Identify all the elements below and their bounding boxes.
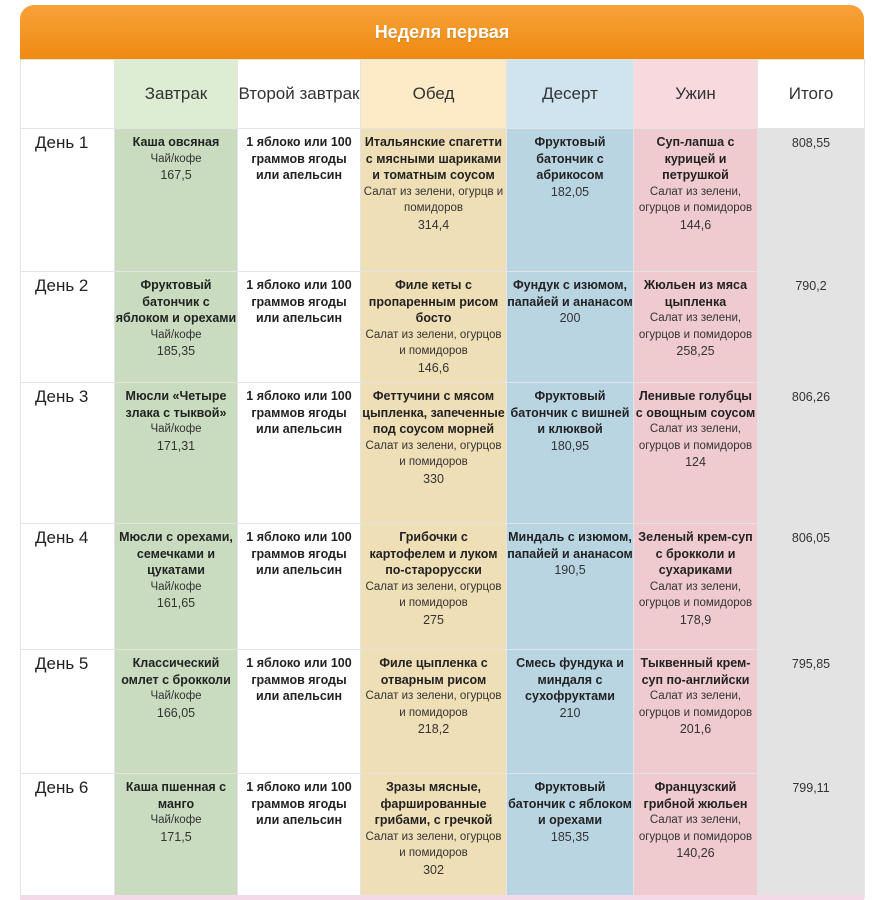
header-lunch: Обед <box>361 60 507 129</box>
dish-name: 1 яблоко или 100 граммов ягоды или апельсин <box>246 389 352 436</box>
side-note: Салат из зелени, огурцов и помидоров <box>365 830 502 859</box>
day-label: День 4 <box>21 524 115 650</box>
dinner-cell <box>634 383 758 524</box>
side-note: Чай/кофе <box>150 423 202 435</box>
breakfast-cell <box>115 774 238 898</box>
dish-name: Тыквенный крем-суп по-английски <box>640 656 751 687</box>
dish-name: 1 яблоко или 100 граммов ягоды или апельсин <box>246 530 352 577</box>
dish-name: Смесь фундука и миндаля с сухофруктами <box>516 656 624 703</box>
second-breakfast-cell <box>238 272 361 383</box>
dinner-cell <box>634 650 758 774</box>
table-row <box>21 272 865 383</box>
total-cell: 799,11 <box>758 774 865 898</box>
lunch-cell <box>361 129 507 272</box>
total-cell: 795,85 <box>758 650 865 774</box>
header-day <box>21 60 115 129</box>
second-breakfast-cell <box>238 774 361 898</box>
dish-name: Феттучини с мясом цыпленка, запеченные под соусом морней <box>362 389 505 436</box>
dinner-cell <box>634 272 758 383</box>
dessert-cell <box>507 524 634 650</box>
total-cell: 790,2 <box>758 272 865 383</box>
dish-name: Миндаль с изюмом, папайей и ананасом <box>507 530 633 561</box>
dish-name: Зеленый крем-суп с брокколи и сухариками <box>638 530 753 577</box>
table-row <box>21 129 865 272</box>
dish-name: Фруктовый батончик с вишней и клюквой <box>510 389 630 436</box>
breakfast-cell <box>115 129 238 272</box>
dish-name: 1 яблоко или 100 граммов ягоды или апельсин <box>246 780 352 827</box>
dessert-cell <box>507 129 634 272</box>
day-label: День 5 <box>21 650 115 774</box>
lunch-cell <box>361 650 507 774</box>
dinner-cell <box>634 524 758 650</box>
kcal-value: 201,6 <box>679 722 712 736</box>
side-note: Чай/кофе <box>150 814 202 826</box>
side-note: Чай/кофе <box>150 580 202 593</box>
kcal-value: 140,26 <box>676 846 715 860</box>
day-label: День 6 <box>21 774 115 898</box>
kcal-value: 218,2 <box>417 722 450 736</box>
dish-name: Фундук с изюмом, папайей и ананасом <box>507 278 633 309</box>
side-note: Чай/кофе <box>150 152 202 165</box>
bottom-strip <box>20 895 864 900</box>
second-breakfast-cell <box>238 383 361 524</box>
dish-name: Мюсли с орехами, семечками и цукатами <box>119 530 233 577</box>
header-second-breakfast: Второй завтрак <box>238 60 361 129</box>
lunch-cell <box>361 774 507 898</box>
kcal-value: 171,5 <box>160 829 192 844</box>
side-note: Салат из зелени, огурцов и помидоров <box>365 439 502 468</box>
second-breakfast-cell <box>238 650 361 774</box>
menu-table-container <box>20 5 864 898</box>
side-note: Салат из зелени, огурцов и помидоров <box>365 328 502 357</box>
lunch-cell <box>361 272 507 383</box>
kcal-value: 185,35 <box>550 829 590 844</box>
side-note: Салат из зелени, огурцов и помидоров <box>638 185 753 214</box>
dinner-cell <box>634 129 758 272</box>
kcal-value: 258,25 <box>676 344 715 358</box>
week-title: Неделя первая <box>374 21 510 42</box>
dish-name: 1 яблоко или 100 граммов ягоды или апельсин <box>246 656 352 703</box>
dish-name: Зразы мясные, фаршированные грибами, с гречкой <box>374 780 493 827</box>
dessert-cell <box>507 650 634 774</box>
total-cell: 806,05 <box>758 524 865 650</box>
kcal-value: 144,6 <box>679 217 712 232</box>
menu-table <box>20 59 865 898</box>
dish-name: Итальянские спагетти с мясными шариками и томатным соусом <box>364 135 503 182</box>
table-row <box>21 650 865 774</box>
day-label: День 2 <box>21 272 115 383</box>
lunch-cell <box>361 383 507 524</box>
total-cell: 806,26 <box>758 383 865 524</box>
kcal-value: 171,31 <box>156 438 196 453</box>
kcal-value: 124 <box>685 455 706 469</box>
lunch-cell <box>361 524 507 650</box>
kcal-value: 167,5 <box>160 168 192 182</box>
day-label: День 1 <box>21 129 115 272</box>
dessert-cell <box>507 383 634 524</box>
side-note: Чай/кофе <box>150 690 202 702</box>
dish-name: Фруктовый батончик с яблоком и орехами <box>508 780 632 827</box>
side-note: Салат из зелени, огурцов и помидоров <box>365 690 502 719</box>
side-note: Салат из зелени, огурцов и помидоров <box>638 312 753 341</box>
side-note: Салат из зелени, огурцв и помидоров <box>363 185 504 214</box>
kcal-value: 161,65 <box>156 596 196 610</box>
second-breakfast-cell <box>238 524 361 650</box>
header-breakfast: Завтрак <box>115 60 238 129</box>
side-note: Салат из зелени, огурцов и помидоров <box>638 814 753 843</box>
side-note: Чай/кофе <box>150 328 202 341</box>
second-breakfast-cell <box>238 129 361 272</box>
dish-name: Классический омлет с брокколи <box>121 656 231 687</box>
side-note: Салат из зелени, огурцов и помидоров <box>638 690 753 719</box>
kcal-value: 166,05 <box>156 705 196 720</box>
table-row <box>21 524 865 650</box>
dish-name: Суп-лапша с курицей и петрушкой <box>656 135 735 182</box>
dinner-cell <box>634 774 758 898</box>
kcal-value: 330 <box>423 471 444 486</box>
header-row <box>21 60 865 129</box>
dish-name: Филе кеты с пропаренным рисом босто <box>368 278 499 325</box>
dish-name: Ленивые голубцы с овощным соусом <box>635 389 756 420</box>
dessert-cell <box>507 774 634 898</box>
side-note: Салат из зелени, огурцов и помидоров <box>638 423 753 452</box>
side-note: Салат из зелени, огурцов и помидоров <box>365 580 502 609</box>
breakfast-cell <box>115 383 238 524</box>
header-dinner: Ужин <box>634 60 758 129</box>
dish-name: 1 яблоко или 100 граммов ягоды или апельсин <box>246 278 352 325</box>
breakfast-cell <box>115 650 238 774</box>
dish-name: Фруктовый батончик с абрикосом <box>534 135 606 182</box>
kcal-value: 275 <box>423 612 444 627</box>
table-row <box>21 774 865 898</box>
kcal-value: 200 <box>559 311 581 325</box>
breakfast-cell <box>115 524 238 650</box>
kcal-value: 302 <box>423 862 444 877</box>
dish-name: Филе цыпленка с отварным рисом <box>379 656 488 687</box>
breakfast-cell <box>115 272 238 383</box>
kcal-value: 210 <box>559 705 581 720</box>
dish-name: Жюльен из мяса цыпленка <box>643 278 748 309</box>
kcal-value: 190,5 <box>554 563 586 577</box>
kcal-value: 182,05 <box>550 184 590 199</box>
header-dessert: Десерт <box>507 60 634 129</box>
dish-name: Мюсли «Четыре злака с тыквой» <box>125 389 227 420</box>
week-title-banner <box>20 5 864 59</box>
kcal-value: 180,95 <box>550 438 590 453</box>
dish-name: Каша овсяная <box>132 135 220 149</box>
dessert-cell <box>507 272 634 383</box>
dish-name: Каша пшенная с манго <box>125 780 227 811</box>
kcal-value: 146,6 <box>417 360 450 375</box>
dish-name: Фруктовый батончик с яблоком и орехами <box>115 278 237 325</box>
dish-name: 1 яблоко или 100 граммов ягоды или апельсин <box>246 135 352 182</box>
header-total: Итого <box>758 60 865 129</box>
kcal-value: 178,9 <box>679 612 712 627</box>
dish-name: Французский грибной жюльен <box>643 780 748 811</box>
side-note: Салат из зелени, огурцов и помидоров <box>638 580 753 609</box>
kcal-value: 185,35 <box>156 344 196 358</box>
table-row <box>21 383 865 524</box>
day-label: День 3 <box>21 383 115 524</box>
dish-name: Грибочки с картофелем и луком по-старорусски <box>369 530 498 577</box>
kcal-value: 314,4 <box>417 217 450 232</box>
total-cell: 808,55 <box>758 129 865 272</box>
